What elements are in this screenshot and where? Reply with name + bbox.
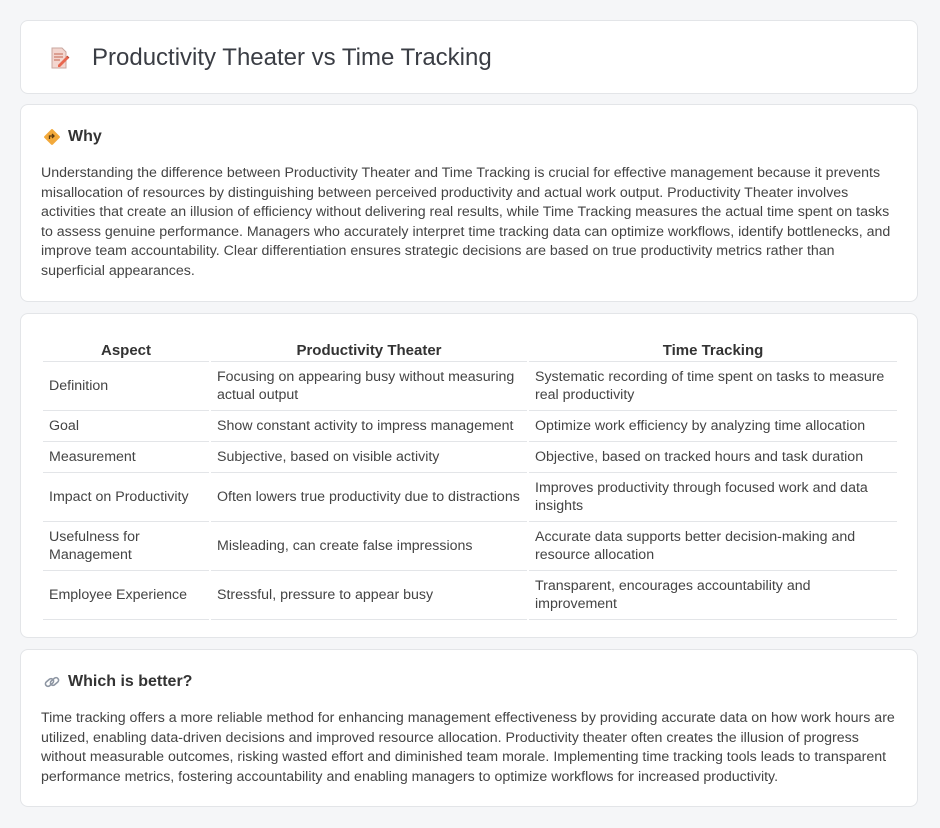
cell-aspect: Measurement — [43, 442, 209, 473]
cell-tracking: Improves productivity through focused work and data insights — [529, 473, 897, 522]
cell-aspect: Definition — [43, 362, 209, 411]
cell-theater: Show constant activity to impress management — [211, 411, 527, 442]
page-title: Productivity Theater vs Time Tracking — [92, 44, 492, 71]
cell-tracking: Objective, based on tracked hours and task duration — [529, 442, 897, 473]
table-row — [43, 442, 897, 473]
header-productivity-theater: Productivity Theater — [211, 334, 527, 362]
cell-aspect: Employee Experience — [43, 571, 209, 620]
which-is-better-section — [20, 649, 918, 807]
why-text: Understanding the difference between Productivity Theater and Time Tracking is crucial for effective management because it prevents misallocation of resources by distinguishing between perceived productivity and actual work output. Productivity Theater involves activities that create an illusion of efficiency without delivering real results, while Time Tracking measures the actual time spent on tasks to assess genuine performance. Managers who accurately interpret time tracking data can optimize workflows, identify bottlenecks, and improve team accountability. Clear differentiation ensures strategic decisions are based on true productivity metrics rather than superficial appearances. — [41, 165, 891, 279]
cell-theater: Focusing on appearing busy without measuring actual output — [211, 362, 527, 411]
comparison-table-card — [20, 313, 918, 638]
why-section — [20, 104, 918, 302]
diamond-sign-icon — [43, 128, 61, 146]
better-heading: Which is better? — [68, 673, 193, 690]
table-row — [43, 473, 897, 522]
cell-aspect: Impact on Productivity — [43, 473, 209, 522]
cell-tracking: Transparent, encourages accountability and improvement — [529, 571, 897, 620]
cell-theater: Stressful, pressure to appear busy — [211, 571, 527, 620]
cell-tracking: Accurate data supports better decision-making and resource allocation — [529, 522, 897, 571]
table-row — [43, 362, 897, 411]
table-row — [43, 411, 897, 442]
title-card — [20, 20, 918, 94]
link-icon — [43, 673, 61, 691]
why-heading: Why — [68, 128, 102, 145]
table-row — [43, 522, 897, 571]
cell-theater: Misleading, can create false impressions — [211, 522, 527, 571]
better-text: Time tracking offers a more reliable method for enhancing management effectiveness by providing accurate data on how work hours are utilized, enabling data-driven decisions and improved resource allocation. Productivity theater often creates the illusion of progress without measurable outcomes, risking wasted effort and diminished team morale. Implementing time tracking tools leads to transparent performance metrics, fostering accountability and enabling managers to optimize workflows for increased productivity. — [41, 710, 895, 785]
cell-tracking: Optimize work efficiency by analyzing time allocation — [529, 411, 897, 442]
header-time-tracking: Time Tracking — [529, 334, 897, 362]
table-row — [43, 571, 897, 620]
cell-aspect: Goal — [43, 411, 209, 442]
cell-theater: Often lowers true productivity due to distractions — [211, 473, 527, 522]
cell-aspect: Usefulness for Management — [43, 522, 209, 571]
cell-theater: Subjective, based on visible activity — [211, 442, 527, 473]
comparison-table — [41, 334, 899, 620]
cell-tracking: Systematic recording of time spent on tasks to measure real productivity — [529, 362, 897, 411]
document-pencil-icon — [47, 46, 71, 70]
header-aspect: Aspect — [43, 334, 209, 362]
